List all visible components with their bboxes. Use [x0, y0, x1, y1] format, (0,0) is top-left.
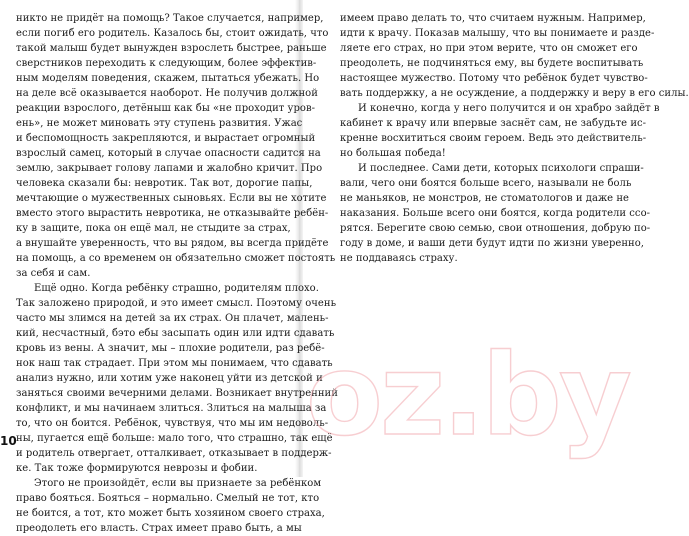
text-line: нок наш так страдает. При этом мы понимаем, что сдавать: [16, 358, 333, 369]
text-line: вали, чего они боятся больше всего, называли не боль: [340, 178, 632, 189]
text-line: наказания. Больше всего они боятся, когда родители ссо-: [340, 208, 651, 219]
text-line: право бояться. Бояться – нормально. Смелый не тот, кто: [16, 493, 320, 504]
text-line: преодолеть, не подчиняться ему, вы будете воспитывать: [340, 58, 644, 69]
page-number: 10: [0, 434, 17, 448]
text-line: если погиб его родитель. Казалось бы, стоит ожидать, что: [16, 28, 329, 39]
text-line: мечтающие о мужественных сыновьях. Если вы не хотите: [16, 193, 327, 204]
text-line: не боится, а тот, кто может быть хозяином своего страха,: [16, 508, 325, 519]
text-line: на помощь, а со временем он обязательно сможет постоять: [16, 253, 336, 264]
text-line: ным моделям поведения, скажем, пытаться убежать. Но: [16, 73, 320, 84]
text-line: И конечно, когда у него получится и он храбро зайдёт в: [358, 103, 660, 114]
text-line: сверстников переходить к следующим, более эффектив-: [16, 58, 317, 69]
text-line: такой малыш будет вынужден взрослеть быстрее, раньше: [16, 43, 327, 54]
text-line: имеем право делать то, что считаем нужным. Например,: [340, 13, 646, 24]
text-line: конфликт, и мы начинаем злиться. Злиться на малыша за: [16, 403, 327, 414]
text-line: кий, несчастный, бэто ебы засыпать один или идти сдавать: [16, 328, 335, 339]
text-line: реакции взрослого, детёныш как бы «не проходит уров-: [16, 103, 316, 114]
text-line: землю, закрывает голову лапами и жалобно кричит. Про: [16, 163, 323, 174]
text-line: ке. Так тоже формируются неврозы и фобии.: [16, 463, 258, 474]
text-line: кабинет к врачу или впервые заснёт сам, не забудьте ис-: [340, 118, 647, 129]
text-line: вать поддержку, а не осуждение, а поддержку и веру в его силы.: [340, 88, 689, 99]
text-line: не поддаваясь страху.: [340, 253, 458, 264]
text-line: И последнее. Сами дети, которых психологи спраши-: [358, 163, 644, 174]
text-line: человека сказали бы: невротик. Так вот, дорогие папы,: [16, 178, 313, 189]
text-line: Этого не произойдёт, если вы признаете за ребёнком: [34, 478, 322, 489]
text-line: никто не придёт на помощь? Такое случается, например,: [16, 13, 324, 24]
text-line: ку в защите, пока он ещё мал, не стыдите за страх,: [16, 223, 291, 234]
text-line: году в доме, и ваши дети будут идти по жизни уверенно,: [340, 238, 644, 249]
text-line: то, что он боится. Ребёнок, чувствуя, что мы им недоволь-: [16, 418, 329, 429]
text-line: ляете его страх, но при этом верите, что он сможет его: [340, 43, 638, 54]
text-line: и беспомощность закрепляются, и вырастает огромный: [16, 133, 316, 144]
text-line: на деле всё оказывается наоборот. Не получив должной: [16, 88, 318, 99]
text-line: Ещё одно. Когда ребёнку страшно, родителям плохо.: [34, 283, 319, 294]
text-line: ны, пугается ещё больше: мало того, что страшно, так ещё: [16, 433, 333, 444]
text-line: и родитель отвергает, отталкивает, отказывает в поддерж-: [16, 448, 332, 459]
text-line: рятся. Берегите свою семью, свои отношения, добрую по-: [340, 223, 651, 234]
left-page-text: [16, 11, 338, 536]
text-line: преодолеть его власть. Страх имеет право быть, а мы: [16, 523, 302, 534]
text-line: но большая победа!: [340, 148, 446, 159]
text-line: взрослый самец, который в случае опасности садится на: [16, 148, 321, 159]
text-line: кровь из вены. А значит, мы – плохие родители, раз ребё-: [16, 343, 325, 354]
text-line: вместо этого вырастить невротика, не отказывайте ребён-: [16, 208, 329, 219]
text-line: за себя и сам.: [16, 268, 91, 279]
text-line: часто мы злимся на детей за их страх. Он плачет, малень-: [16, 313, 329, 324]
text-line: кренне восхититься своим героем. Ведь это действитель-: [340, 133, 647, 144]
text-line: а внушайте уверенность, что вы рядом, вы всегда придёте: [16, 238, 329, 249]
text-line: не маньяков, не монстров, не стоматологов и даже не: [340, 193, 629, 204]
text-line: идти к врачу. Показав малышу, что вы понимаете и разде-: [340, 28, 655, 39]
text-line: настоящее мужество. Потому что ребёнок будет чувство-: [340, 73, 648, 84]
text-line: анализ нужно, или хотим уже наконец уйти из детской и: [16, 373, 323, 384]
text-line: заняться своими вечерними делами. Возникает внутренний: [16, 388, 338, 399]
text-line: Так заложено природой, и это имеет смысл. Поэтому очень: [16, 298, 337, 309]
text-line: ень», не может миновать эту ступень развития. Ужас: [16, 118, 303, 129]
right-page-text: [340, 11, 689, 266]
